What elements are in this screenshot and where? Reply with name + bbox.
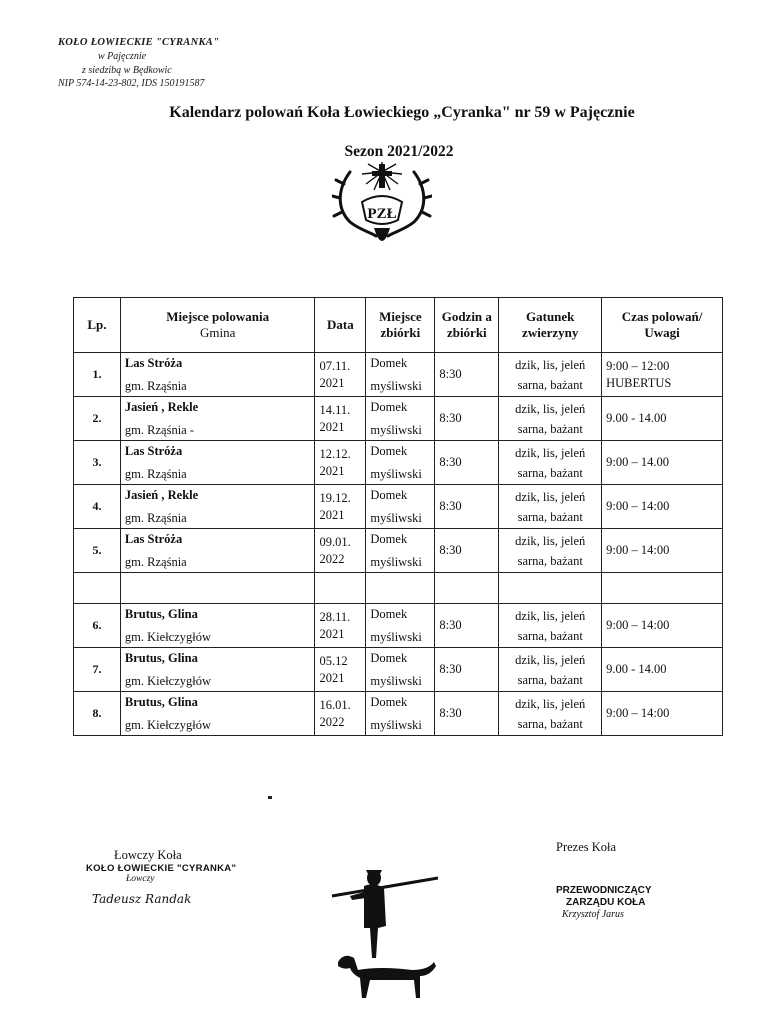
gather-time: 8:30 bbox=[435, 353, 499, 397]
hunt-time-cell bbox=[602, 604, 723, 648]
table-cell-empty bbox=[366, 573, 435, 604]
hunt-place-cell bbox=[120, 441, 315, 485]
species-cell bbox=[499, 397, 602, 441]
species-line1: dzik, lis, jeleń bbox=[515, 357, 586, 372]
table-spacer-row bbox=[74, 573, 723, 604]
gather-time: 8:30 bbox=[435, 604, 499, 648]
municipality: gm. Rząśnia bbox=[124, 378, 187, 393]
table-row bbox=[74, 529, 723, 573]
gather-place-line2: myśliwski bbox=[370, 422, 422, 437]
hunt-place: Jasień , Rekle bbox=[124, 487, 199, 502]
hunt-date-year: 2022 bbox=[319, 714, 345, 729]
pzl-deer-cross-emblem-icon bbox=[332, 162, 432, 259]
hunt-date-year: 2021 bbox=[319, 375, 345, 390]
species-line2: sarna, bażant bbox=[517, 509, 583, 524]
species-line2: sarna, bażant bbox=[517, 672, 583, 687]
hunter-with-dog-silhouette-icon bbox=[330, 866, 445, 1011]
hunt-date-cell bbox=[315, 353, 366, 397]
municipality: gm. Kiełczygłów bbox=[124, 629, 212, 644]
hunt-time-cell bbox=[602, 485, 723, 529]
gather-place-cell bbox=[366, 397, 435, 441]
species-cell bbox=[499, 648, 602, 692]
hunt-date-day: 14.11. bbox=[319, 403, 351, 418]
species-line2: sarna, bażant bbox=[517, 421, 583, 436]
gather-place-line1: Domek bbox=[370, 651, 408, 666]
gather-place-cell bbox=[366, 485, 435, 529]
hunt-time: 9:00 – 14:00 bbox=[606, 706, 670, 721]
hunt-time-cell bbox=[602, 353, 723, 397]
left-signature-role: Łowczy Koła bbox=[114, 848, 182, 862]
gather-time: 8:30 bbox=[435, 529, 499, 573]
hunt-time: 9:00 – 14:00 bbox=[606, 499, 670, 514]
species-line2: sarna, bażant bbox=[517, 716, 583, 731]
header-lp: Lp. bbox=[74, 298, 121, 353]
gather-place-line1: Domek bbox=[370, 532, 408, 547]
species-line1: dzik, lis, jeleń bbox=[515, 533, 586, 548]
document-title: Kalendarz polowań Koła Łowieckiego „Cyranka" nr 59 w Pajęcznie bbox=[169, 104, 635, 121]
hunt-place: Jasień , Rekle bbox=[124, 399, 199, 414]
species-line1: dzik, lis, jeleń bbox=[515, 489, 586, 504]
hunt-place-cell bbox=[120, 648, 315, 692]
table-row bbox=[74, 604, 723, 648]
hunt-place: Las Stróża bbox=[124, 531, 183, 546]
table-cell-empty bbox=[435, 573, 499, 604]
hunt-date-cell bbox=[315, 529, 366, 573]
right-signature-block bbox=[556, 840, 652, 920]
header-time: Czas polowań/ Uwagi bbox=[602, 298, 723, 353]
club-stamp-town: w Pajęcznie bbox=[98, 51, 147, 63]
gather-place-line1: Domek bbox=[370, 356, 408, 371]
table-row bbox=[74, 353, 723, 397]
right-signature-stamp: PRZEWODNICZĄCY bbox=[556, 885, 652, 896]
hunt-place-cell bbox=[120, 397, 315, 441]
species-cell bbox=[499, 353, 602, 397]
species-cell bbox=[499, 529, 602, 573]
hunt-date-day: 07.11. bbox=[319, 359, 351, 374]
table-row bbox=[74, 397, 723, 441]
gather-time: 8:30 bbox=[435, 397, 499, 441]
hunt-date-cell bbox=[315, 648, 366, 692]
gather-place-line1: Domek bbox=[370, 607, 408, 622]
hunt-time-cell bbox=[602, 692, 723, 736]
species-cell bbox=[499, 692, 602, 736]
gather-place-line1: Domek bbox=[370, 488, 408, 503]
municipality: gm. Kiełczygłów bbox=[124, 717, 212, 732]
hunt-date-cell bbox=[315, 397, 366, 441]
hunt-date-cell bbox=[315, 441, 366, 485]
left-signature-stamp: KOŁO ŁOWIECKIE "CYRANKA" bbox=[86, 863, 237, 874]
gather-place-line1: Domek bbox=[370, 400, 408, 415]
hunt-place-cell bbox=[120, 353, 315, 397]
hunt-date-year: 2021 bbox=[319, 463, 345, 478]
table-body bbox=[74, 353, 723, 736]
table-row bbox=[74, 648, 723, 692]
hunt-time: 9:00 – 12:00 bbox=[606, 358, 670, 373]
header-gather-place: Miejsce zbiórki bbox=[366, 298, 435, 353]
species-line2: sarna, bażant bbox=[517, 465, 583, 480]
hunt-place: Brutus, Glina bbox=[124, 650, 198, 665]
hunt-place-cell bbox=[120, 485, 315, 529]
hunt-place: Brutus, Glina bbox=[124, 606, 198, 621]
species-line2: sarna, bażant bbox=[517, 628, 583, 643]
gather-place-line2: myśliwski bbox=[370, 717, 422, 732]
hunt-date-cell bbox=[315, 485, 366, 529]
hunt-note: HUBERTUS bbox=[606, 375, 672, 390]
municipality: gm. Kiełczygłów bbox=[124, 673, 212, 688]
gather-place-line2: myśliwski bbox=[370, 673, 422, 688]
row-number: 2. bbox=[74, 397, 121, 441]
hunt-date-year: 2021 bbox=[319, 507, 345, 522]
hunt-place: Las Stróża bbox=[124, 355, 183, 370]
table-cell-empty bbox=[74, 573, 121, 604]
gather-place-line2: myśliwski bbox=[370, 554, 422, 569]
row-number: 4. bbox=[74, 485, 121, 529]
hunt-date-year: 2022 bbox=[319, 551, 345, 566]
emblem-text: PZŁ bbox=[367, 206, 397, 222]
hunt-date-cell bbox=[315, 604, 366, 648]
hunt-date-day: 16.01. bbox=[319, 698, 351, 713]
row-number: 6. bbox=[74, 604, 121, 648]
species-line1: dzik, lis, jeleń bbox=[515, 696, 586, 711]
gather-place-line2: myśliwski bbox=[370, 510, 422, 525]
hunt-time: 9:00 – 14:00 bbox=[606, 618, 670, 633]
hunt-time-cell bbox=[602, 529, 723, 573]
hunt-time: 9:00 – 14:00 bbox=[606, 543, 670, 558]
club-stamp-seat: z siedzibą w Będkowic bbox=[82, 64, 172, 76]
club-stamp-name: KOŁO ŁOWIECKIE "CYRANKA" bbox=[58, 37, 220, 48]
municipality: gm. Rząśnia bbox=[124, 466, 187, 481]
left-signature-name: Tadeusz Randak bbox=[92, 892, 192, 906]
table-row bbox=[74, 692, 723, 736]
gather-place-line1: Domek bbox=[370, 444, 408, 459]
table-cell-empty bbox=[315, 573, 366, 604]
row-number: 8. bbox=[74, 692, 121, 736]
right-signature-role: Prezes Koła bbox=[556, 840, 617, 854]
right-signature-stamp-board: ZARZĄDU KOŁA bbox=[566, 897, 646, 908]
table-cell-empty bbox=[120, 573, 315, 604]
club-stamp-ids: NIP 574-14-23-802, IDS 150191587 bbox=[58, 78, 205, 90]
row-number: 3. bbox=[74, 441, 121, 485]
hunt-time: 9.00 - 14.00 bbox=[606, 411, 667, 426]
header-date: Data bbox=[315, 298, 366, 353]
hunt-time: 9:00 – 14.00 bbox=[606, 455, 669, 470]
hunt-date-day: 05.12 bbox=[319, 654, 348, 669]
hunt-date-day: 28.11. bbox=[319, 610, 351, 625]
gather-place-cell bbox=[366, 648, 435, 692]
municipality: gm. Rząśnia - bbox=[124, 422, 195, 437]
header-place-title: Miejsce polowania bbox=[166, 308, 270, 324]
species-cell bbox=[499, 604, 602, 648]
header-gather-time: Godzin a zbiórki bbox=[435, 298, 499, 353]
header-place-sub: Gmina bbox=[199, 325, 236, 340]
hunt-date-day: 12.12. bbox=[319, 447, 351, 462]
hunt-place-cell bbox=[120, 692, 315, 736]
hunt-date-cell bbox=[315, 692, 366, 736]
species-line2: sarna, bażant bbox=[517, 553, 583, 568]
table-header-row bbox=[74, 298, 723, 353]
hunt-time-cell bbox=[602, 397, 723, 441]
gather-place-cell bbox=[366, 604, 435, 648]
club-stamp bbox=[58, 36, 219, 91]
season-heading: Sezon 2021/2022 bbox=[344, 143, 454, 160]
gather-place-line2: myśliwski bbox=[370, 466, 422, 481]
species-line2: sarna, bażant bbox=[517, 377, 583, 392]
species-cell bbox=[499, 441, 602, 485]
row-number: 1. bbox=[74, 353, 121, 397]
species-line1: dzik, lis, jeleń bbox=[515, 445, 586, 460]
hunt-date-day: 09.01. bbox=[319, 535, 351, 550]
hunt-place: Brutus, Glina bbox=[124, 694, 198, 709]
gather-place-cell bbox=[366, 692, 435, 736]
hunt-time-cell bbox=[602, 441, 723, 485]
hunt-time-cell bbox=[602, 648, 723, 692]
gather-time: 8:30 bbox=[435, 692, 499, 736]
table-cell-empty bbox=[499, 573, 602, 604]
species-cell bbox=[499, 485, 602, 529]
hunt-place: Las Stróża bbox=[124, 443, 183, 458]
table-row bbox=[74, 485, 723, 529]
row-number: 7. bbox=[74, 648, 121, 692]
left-signature-stamp-role: Łowczy bbox=[126, 874, 155, 884]
gather-place-line2: myśliwski bbox=[370, 378, 422, 393]
table-row bbox=[74, 441, 723, 485]
gather-place-cell bbox=[366, 529, 435, 573]
right-signature-name: Krzysztof Jarus bbox=[562, 909, 624, 920]
header-species: Gatunek zwierzyny bbox=[499, 298, 602, 353]
gather-time: 8:30 bbox=[435, 485, 499, 529]
gather-place-line2: myśliwski bbox=[370, 629, 422, 644]
gather-time: 8:30 bbox=[435, 648, 499, 692]
species-line1: dzik, lis, jeleń bbox=[515, 401, 586, 416]
gather-place-cell bbox=[366, 353, 435, 397]
species-line1: dzik, lis, jeleń bbox=[515, 652, 586, 667]
hunt-time: 9.00 - 14.00 bbox=[606, 662, 667, 677]
left-signature-block bbox=[86, 848, 236, 906]
municipality: gm. Rząśnia bbox=[124, 554, 187, 569]
gather-time: 8:30 bbox=[435, 441, 499, 485]
hunt-place-cell bbox=[120, 604, 315, 648]
table-cell-empty bbox=[602, 573, 723, 604]
hunting-calendar-table bbox=[73, 297, 723, 736]
hunt-date-year: 2021 bbox=[319, 626, 345, 641]
hunt-date-day: 19.12. bbox=[319, 491, 351, 506]
hunt-date-year: 2021 bbox=[319, 670, 345, 685]
gather-place-cell bbox=[366, 441, 435, 485]
row-number: 5. bbox=[74, 529, 121, 573]
species-line1: dzik, lis, jeleń bbox=[515, 608, 586, 623]
header-place bbox=[120, 298, 315, 353]
scan-speck bbox=[268, 796, 272, 799]
hunt-date-year: 2021 bbox=[319, 419, 345, 434]
hunt-place-cell bbox=[120, 529, 315, 573]
municipality: gm. Rząśnia bbox=[124, 510, 187, 525]
gather-place-line1: Domek bbox=[370, 695, 408, 710]
